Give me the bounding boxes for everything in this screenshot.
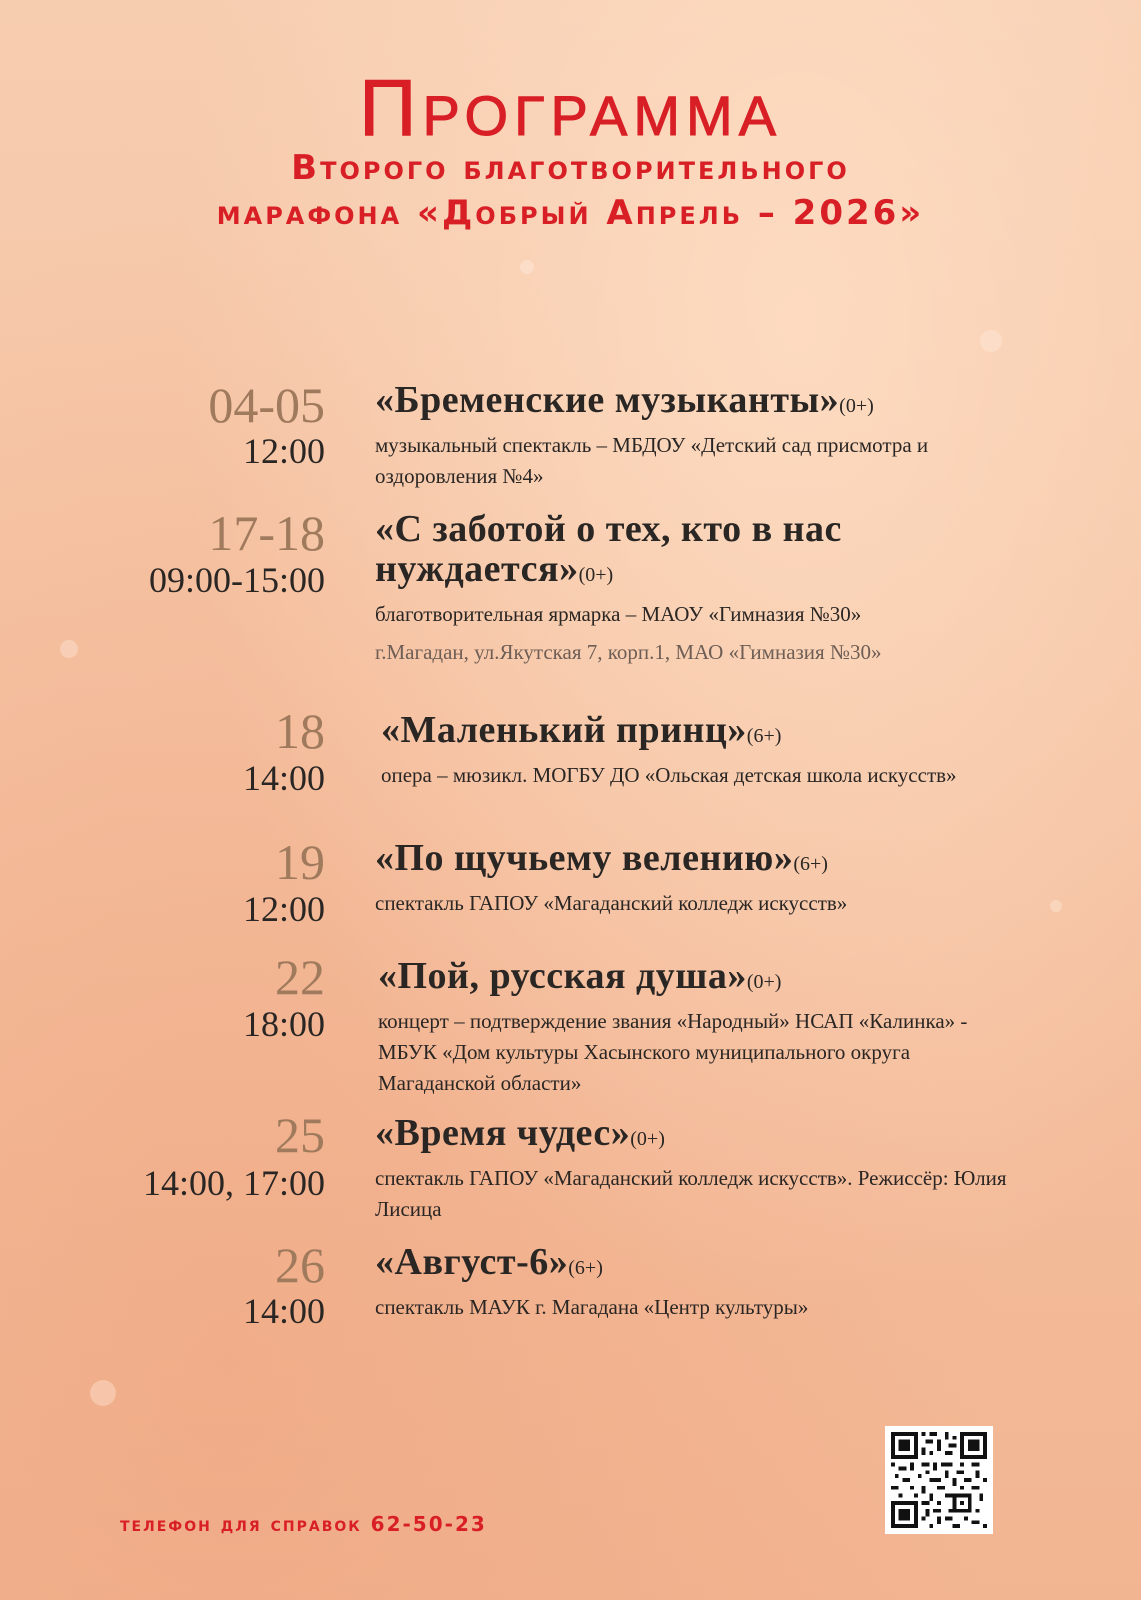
age-rating: (0+)	[578, 564, 614, 586]
event-date: 25	[275, 1107, 325, 1163]
event-description: спектакль ГАПОУ «Магаданский колледж искусств»	[375, 891, 848, 915]
event-title-text: «Маленький принц»	[381, 709, 747, 751]
event-title-text: «Время чудес»	[375, 1112, 631, 1154]
event-info	[378, 956, 1018, 1099]
age-rating: (0+)	[839, 395, 874, 417]
event-time: 12:00	[242, 431, 325, 471]
poster-title: Программа	[358, 63, 783, 152]
age-rating: (6+)	[793, 853, 828, 875]
age-rating: (0+)	[746, 971, 782, 993]
event-title	[378, 956, 1018, 1002]
event-date: 04-05	[208, 377, 325, 433]
event-info	[381, 710, 1021, 791]
event-title	[375, 1113, 1015, 1159]
poster-subtitle-line1: Второго благотворительного	[291, 148, 850, 188]
age-rating: (6+)	[568, 1257, 603, 1279]
bokeh-dot	[520, 260, 534, 274]
qr-code-graphic	[891, 1432, 987, 1528]
age-rating: (0+)	[630, 1128, 665, 1150]
event-address: г.Магадан, ул.Якутская 7, корп.1, МАО «Гимназия №30»	[375, 640, 882, 664]
event-description: спектакль МАУК г. Магадана «Центр культуры»	[375, 1295, 809, 1319]
event-title	[381, 710, 1021, 756]
event-info	[375, 838, 1015, 919]
event-time: 18:00	[242, 1004, 325, 1044]
age-rating: (6+)	[746, 725, 782, 747]
event-date: 18	[275, 703, 325, 759]
bokeh-dot	[980, 330, 1002, 352]
event-title-text: «Август-6»	[375, 1241, 569, 1283]
event-date: 26	[275, 1237, 325, 1293]
event-time: 14:00, 17:00	[142, 1163, 325, 1203]
event-time: 14:00	[242, 1291, 325, 1331]
phone-info: телефон для справок 62-50-23	[120, 1512, 487, 1536]
event-info	[375, 1113, 1015, 1225]
event-info	[375, 1242, 1015, 1323]
event-title-text: «Бременские музыканты»	[375, 379, 840, 421]
event-title	[375, 1242, 1015, 1288]
event-description: музыкальный спектакль – МБДОУ «Детский сад присмотра и оздоровления №4»	[375, 433, 929, 488]
poster-subtitle-line2: марафона «Добрый Апрель – 2026»	[216, 193, 925, 233]
event-title	[375, 838, 1015, 884]
event-title-text: «С заботой о тех, кто в нас нуждается»	[375, 508, 842, 590]
bokeh-dot	[1050, 900, 1062, 912]
event-time: 14:00	[242, 758, 325, 798]
bokeh-dot	[90, 1380, 116, 1406]
event-time: 12:00	[242, 889, 325, 929]
bokeh-dot	[60, 640, 78, 658]
event-info	[375, 380, 1015, 492]
event-title-text: «Пой, русская душа»	[378, 955, 747, 997]
event-title	[375, 509, 1015, 595]
event-date: 19	[275, 834, 325, 890]
event-time: 09:00-15:00	[149, 560, 325, 600]
event-description: концерт – подтверждение звания «Народный» НСАП «Калинка» - МБУК «Дом культуры Хасынского муниципального округа Магаданской области»	[378, 1009, 968, 1095]
event-description: опера – мюзикл. МОГБУ ДО «Ольская детская школа искусств»	[381, 763, 957, 787]
event-date: 22	[275, 949, 325, 1005]
event-title-text: «По щучьему велению»	[375, 837, 794, 879]
event-description: спектакль ГАПОУ «Магаданский колледж искусств». Режиссёр: Юлия Лисица	[375, 1166, 1007, 1221]
event-date: 17-18	[208, 505, 325, 561]
event-description: благотворительная ярмарка – МАОУ «Гимназия №30»	[375, 602, 862, 626]
event-title	[375, 380, 1015, 426]
qr-code-icon[interactable]	[885, 1426, 993, 1534]
event-info	[375, 509, 1015, 666]
